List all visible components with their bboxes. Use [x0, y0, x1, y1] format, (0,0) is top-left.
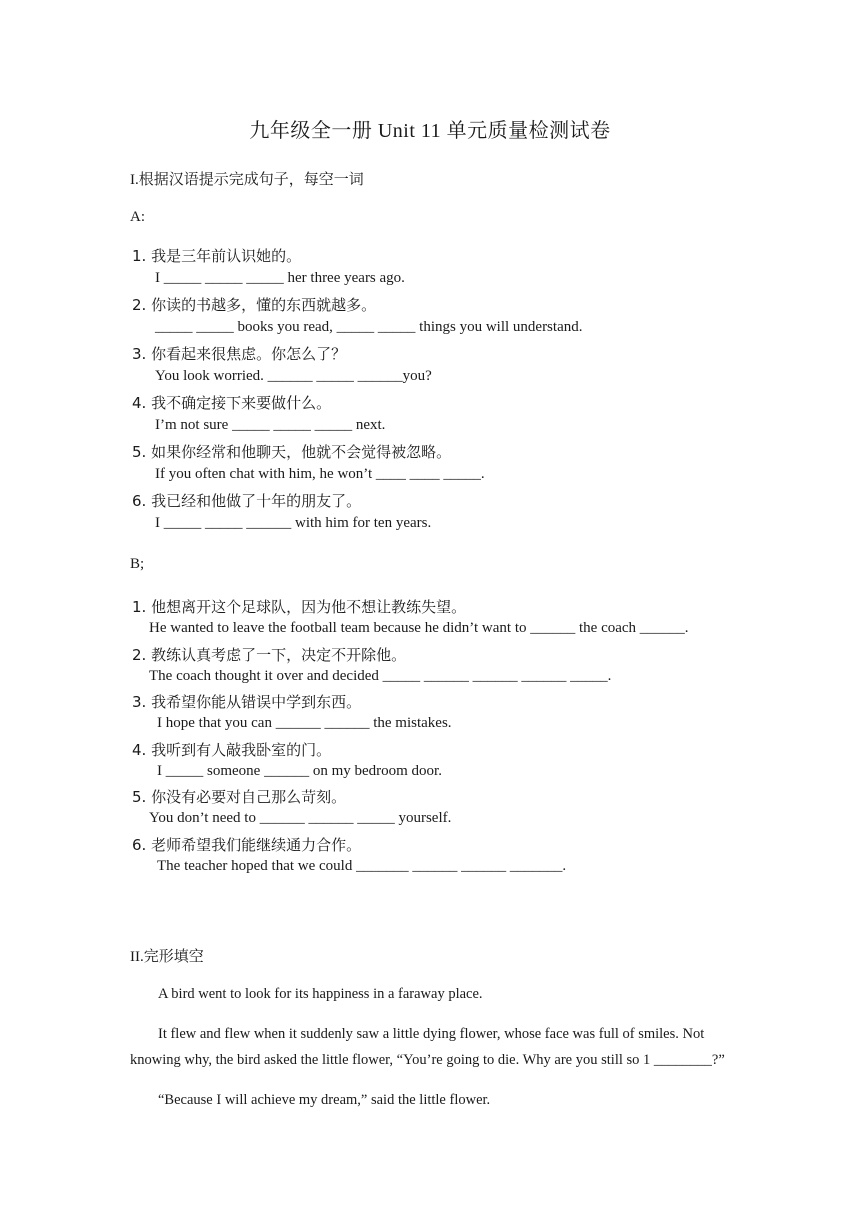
partA-q4-cn: 4. 我不确定接下来要做什么。 — [132, 394, 332, 412]
partB-q6-en: The teacher hoped that we could _______ ______ ______ _______. — [157, 858, 567, 874]
partA-label: A: — [130, 209, 145, 225]
partB-q3-cn: 3. 我希望你能从错误中学到东西。 — [132, 693, 362, 711]
section1-heading: I.根据汉语提示完成句子，每空一词 — [130, 172, 364, 188]
partA-q2-cn: 2. 你读的书越多，懂的东西就越多。 — [132, 296, 377, 314]
page-title: 九年级全一册 Unit 11 单元质量检测试卷 — [249, 120, 611, 142]
partB-q2-en: The coach thought it over and decided _____ ______ ______ ______ _____. — [149, 668, 612, 684]
partA-q2-en: _____ _____ books you read, _____ _____ things you will understand. — [155, 319, 583, 335]
partB-q6-cn: 6. 老师希望我们能继续通力合作。 — [132, 836, 362, 854]
partA-q3-en: You look worried. ______ _____ ______you? — [155, 368, 432, 384]
partA-q6-en: I _____ _____ ______ with him for ten years. — [155, 515, 432, 531]
partA-q3-cn: 3. 你看起来很焦虑。你怎么了？ — [132, 345, 347, 363]
partB-q5-en: You don’t need to ______ ______ _____ yourself. — [149, 810, 452, 826]
partA-q4-en: I’m not sure _____ _____ _____ next. — [155, 417, 386, 433]
partA-q1-cn: 1. 我是三年前认识她的。 — [132, 247, 302, 265]
partB-q5-cn: 5. 你没有必要对自己那么苛刻。 — [132, 788, 347, 806]
passage-paragraph-3: “Because I will achieve my dream,” said the little flower. — [158, 1092, 491, 1108]
passage-paragraph-1: A bird went to look for its happiness in a faraway place. — [158, 986, 483, 1002]
partA-q1-en: I _____ _____ _____ her three years ago. — [155, 270, 405, 286]
partB-q1-en: He wanted to leave the football team because he didn’t want to ______ the coach ______. — [149, 620, 689, 636]
partB-q2-cn: 2. 教练认真考虑了一下，决定不开除他。 — [132, 646, 407, 664]
partB-q3-en: I hope that you can ______ ______ the mistakes. — [157, 715, 452, 731]
passage-paragraph-2: It flew and flew when it suddenly saw a little dying flower, whose face was full of smiles. Not knowing why, the bird asked the little flower, “You’re going to die. Why are you still so 1 ________?” — [130, 1026, 725, 1068]
partB-label: B; — [130, 556, 145, 572]
section2-heading: II.完形填空 — [130, 949, 204, 965]
partA-q5-cn: 5. 如果你经常和他聊天，他就不会觉得被忽略。 — [132, 443, 452, 461]
partA-q6-cn: 6. 我已经和他做了十年的朋友了。 — [132, 492, 362, 510]
partB-q4-cn: 4. 我听到有人敲我卧室的门。 — [132, 741, 332, 759]
partB-q4-en: I _____ someone ______ on my bedroom door. — [157, 763, 442, 779]
partB-q1-cn: 1. 他想离开这个足球队，因为他不想让教练失望。 — [132, 598, 467, 616]
partA-q5-en: If you often chat with him, he won’t ____ ____ _____. — [155, 466, 485, 482]
